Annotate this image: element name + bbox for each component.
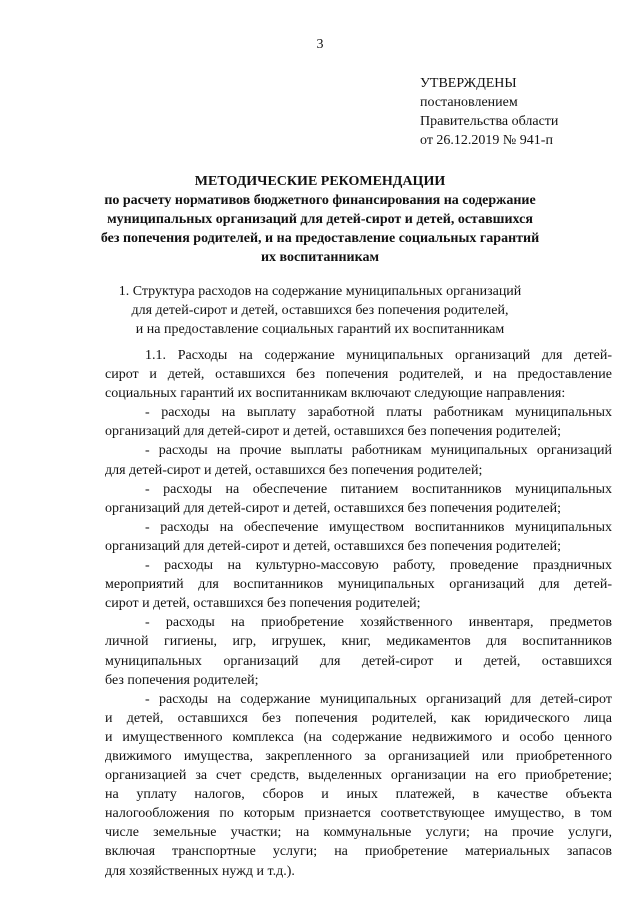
approval-line: Правительства области [420, 114, 559, 129]
body-line: - расходы на прочие выплаты работникам муниципальных организаций [145, 443, 612, 459]
body-line: для детей-сирот и детей, оставшихся без попечения родителей; [105, 462, 483, 478]
body-line: - расходы на обеспечение имуществом воспитанников муниципальных [145, 519, 612, 535]
approval-block [420, 74, 630, 150]
body-line: - расходы на приобретение хозяйственного инвентаря, предметов [145, 615, 612, 631]
page-number: 3 [316, 37, 324, 52]
body-line: - расходы на содержание муниципальных организаций для детей-сирот [145, 691, 612, 707]
body-line: налогообложения по которым признается соответствующее имущество, в том [105, 806, 612, 822]
title-line: без попечения родителей, и на предоставление социальных гарантий [100, 231, 540, 246]
approval-line: от 26.12.2019 № 941-п [420, 133, 553, 148]
title-line: по расчету нормативов бюджетного финансирования на содержание [104, 193, 536, 208]
body-line: организаций для детей-сирот и детей, оставшихся без попечения родителей; [105, 538, 562, 554]
body-line: 1.1. Расходы на содержание муниципальных организаций для детей- [145, 348, 612, 363]
body-line: - расходы на культурно-массовую работу, проведение праздничных [145, 558, 612, 574]
body-line: числе земельные участки; на коммунальные услуги; на прочие услуги, [105, 825, 612, 841]
body-line: движимого имущества, закрепленного за организацией или приобретенного [105, 748, 612, 764]
body-line: на уплату налогов, сборов и иных платежей, в качестве объекта [105, 787, 612, 803]
body-line: и имущественного комплекса (на содержание недвижимого и особо ценного [105, 729, 612, 745]
body-line: и детей, оставшихся без попечения родителей, как юридического лица [105, 710, 612, 726]
body-line: организаций для детей-сирот и детей, оставшихся без попечения родителей; [105, 500, 562, 516]
title-line: их воспитанникам [260, 250, 379, 265]
body-line: включая транспортные услуги; на приобретение материальных запасов [105, 844, 612, 860]
body-line: - расходы на выплату заработной платы работникам муниципальных [145, 405, 612, 421]
approval-line: постановлением [420, 95, 518, 110]
body-line: личной гигиены, игр, игрушек, книг, медикаментов для воспитанников [105, 634, 612, 650]
body-line: - расходы на обеспечение питанием воспитанников муниципальных [145, 481, 612, 497]
body-line: муниципальных организаций для детей-сирот и детей, оставшихся [105, 653, 612, 669]
body-line: мероприятий для воспитанников муниципальных организаций для детей- [105, 577, 612, 593]
title-line: муниципальных организаций для детей-сирот и детей, оставшихся [107, 212, 533, 227]
body-line: сирот и детей, оставшихся без попечения родителей; [105, 596, 421, 612]
body-line: организаций для детей-сирот и детей, оставшихся без попечения родителей; [105, 424, 562, 440]
title-line: МЕТОДИЧЕСКИЕ РЕКОМЕНДАЦИИ [194, 174, 446, 189]
section-heading-line: 1. Структура расходов на содержание муниципальных организаций [118, 284, 522, 299]
body-line: без попечения родителей; [105, 672, 259, 688]
section-heading-line: и на предоставление социальных гарантий их воспитанникам [135, 322, 505, 337]
body-line: социальных гарантий их воспитанникам включают следующие направления: [105, 386, 566, 402]
section-heading [95, 282, 545, 339]
body-line: сирот и детей, оставшихся без попечения родителей, и на предоставление [105, 367, 612, 383]
section-heading-line: для детей-сирот и детей, оставшихся без попечения родителей, [131, 303, 509, 318]
document-title [100, 172, 540, 267]
body-text [105, 346, 612, 881]
body-line: организацией за счет средств, выделенных организации на его приобретение; [105, 768, 612, 784]
approval-line: УТВЕРЖДЕНЫ [420, 76, 517, 91]
body-line: для хозяйственных нужд и т.д.). [105, 863, 295, 879]
